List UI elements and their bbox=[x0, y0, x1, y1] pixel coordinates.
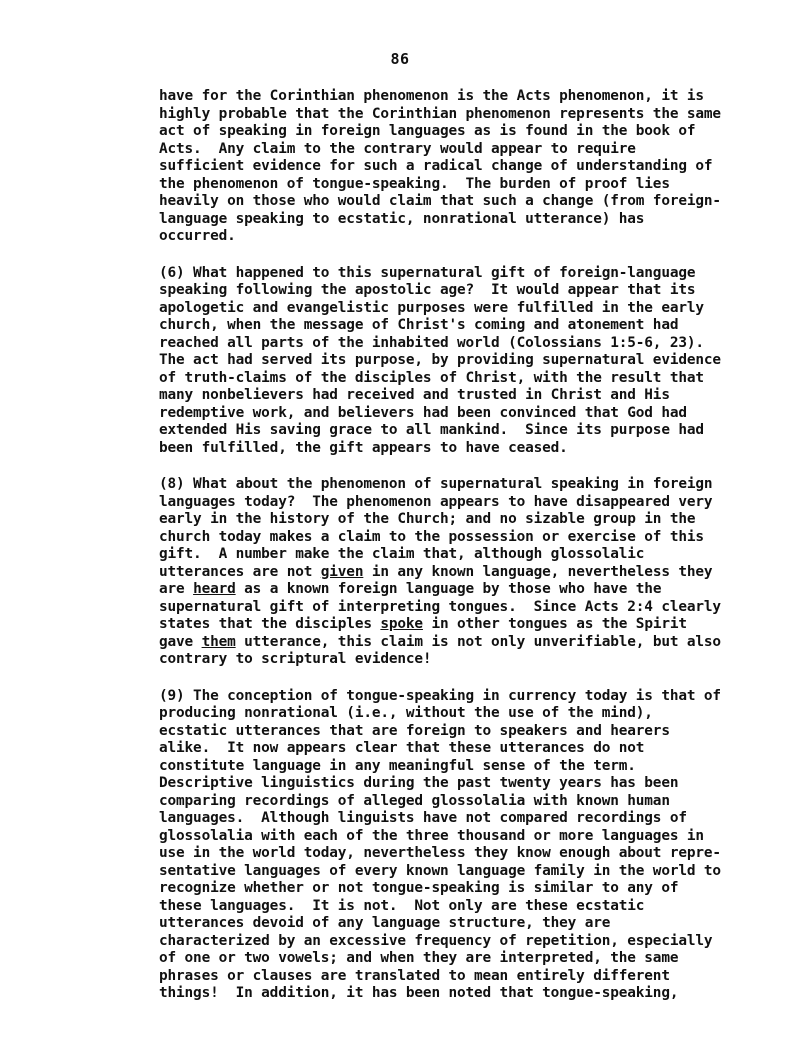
text-line: characterized by an excessive frequency of repetition, especially bbox=[159, 932, 713, 949]
text-line: ecstatic utterances that are foreign to speakers and hearers bbox=[159, 722, 670, 739]
text-line: reached all parts of the inhabited world (Colossians 1:5-6, 23). bbox=[159, 334, 704, 351]
text-line: producing nonrational (i.e., without the use of the mind), bbox=[159, 705, 653, 721]
text-line: utterances are not given in any known language, nevertheless they bbox=[159, 563, 713, 580]
paragraph bbox=[159, 476, 739, 669]
text-line: alike. It now appears clear that these utterances do not bbox=[159, 740, 645, 756]
text-line: gave them utterance, this claim is not only unverifiable, but also bbox=[159, 633, 721, 650]
text-line: of one or two vowels; and when they are interpreted, the same bbox=[159, 950, 679, 966]
text-line: occurred. bbox=[159, 228, 236, 244]
text-line: states that the disciples spoke in other tongues as the Spirit bbox=[159, 616, 687, 632]
text-line: church today makes a claim to the possession or exercise of this bbox=[159, 528, 704, 545]
text-line: have for the Corinthian phenomenon is the Acts phenomenon, it is bbox=[159, 88, 704, 104]
text-line: constitute language in any meaningful sense of the term. bbox=[159, 757, 636, 774]
text-line: many nonbelievers had received and trusted in Christ and His bbox=[159, 387, 670, 403]
text-line: language speaking to ecstatic, nonrational utterance) has bbox=[159, 210, 645, 227]
body-text bbox=[159, 88, 739, 1022]
paragraph bbox=[159, 688, 739, 1003]
text-line: of truth-claims of the disciples of Christ, with the result that bbox=[159, 369, 704, 386]
text-line: heavily on those who would claim that such a change (from foreign- bbox=[159, 193, 721, 209]
text-line: sentative languages of every known language family in the world to bbox=[159, 862, 721, 879]
text-line: early in the history of the Church; and no sizable group in the bbox=[159, 511, 696, 527]
text-line: languages today? The phenomenon appears to have disappeared very bbox=[159, 493, 713, 510]
text-line: the phenomenon of tongue-speaking. The burden of proof lies bbox=[159, 175, 670, 192]
text-line: use in the world today, nevertheless they know enough about repre- bbox=[159, 845, 721, 861]
text-line: gift. A number make the claim that, although glossolalic bbox=[159, 546, 645, 562]
paragraph bbox=[159, 265, 739, 458]
text-line: utterances devoid of any language structure, they are bbox=[159, 915, 611, 931]
text-line: are heard as a known foreign language by those who have the bbox=[159, 581, 662, 597]
page-number: 86 bbox=[390, 50, 410, 68]
text-line: recognize whether or not tongue-speaking is similar to any of bbox=[159, 880, 679, 896]
text-line: things! In addition, it has been noted that tongue-speaking, bbox=[159, 985, 679, 1001]
underlined-word: spoke bbox=[380, 616, 423, 632]
text-line: contrary to scriptural evidence! bbox=[159, 651, 432, 667]
text-line: sufficient evidence for such a radical change of understanding of bbox=[159, 158, 713, 174]
text-line: The act had served its purpose, by providing supernatural evidence bbox=[159, 352, 721, 368]
text-line: supernatural gift of interpreting tongues. Since Acts 2:4 clearly bbox=[159, 598, 721, 615]
text-line: languages. Although linguists have not compared recordings of bbox=[159, 810, 687, 826]
text-line: (9) The conception of tongue-speaking in currency today is that of bbox=[159, 687, 721, 704]
underlined-word: given bbox=[320, 563, 364, 580]
text-line: redemptive work, and believers had been convinced that God had bbox=[159, 404, 687, 421]
text-line: Descriptive linguistics during the past twenty years has been bbox=[159, 775, 679, 791]
text-line: speaking following the apostolic age? It would appear that its bbox=[159, 282, 696, 298]
text-line: extended His saving grace to all mankind. Since its purpose had bbox=[159, 422, 704, 438]
paragraph bbox=[159, 88, 739, 246]
text-line: apologetic and evangelistic purposes were fulfilled in the early bbox=[159, 299, 704, 316]
text-line: these languages. It is not. Not only are these ecstatic bbox=[159, 897, 645, 914]
text-line: comparing recordings of alleged glossolalia with known human bbox=[159, 792, 670, 809]
text-line: (6) What happened to this supernatural gift of foreign-language bbox=[159, 264, 696, 281]
text-line: highly probable that the Corinthian phenomenon represents the same bbox=[159, 105, 721, 122]
underlined-word: heard bbox=[193, 581, 236, 597]
text-line: Acts. Any claim to the contrary would appear to require bbox=[159, 140, 636, 157]
text-line: act of speaking in foreign languages as is found in the book of bbox=[159, 123, 696, 139]
text-line: church, when the message of Christ's coming and atonement had bbox=[159, 317, 679, 333]
underlined-word: them bbox=[201, 633, 236, 650]
text-line: glossolalia with each of the three thousand or more languages in bbox=[159, 827, 704, 844]
text-line: phrases or clauses are translated to mean entirely different bbox=[159, 967, 670, 984]
text-line: been fulfilled, the gift appears to have ceased. bbox=[159, 439, 568, 456]
text-line: (8) What about the phenomenon of supernatural speaking in foreign bbox=[159, 476, 713, 492]
